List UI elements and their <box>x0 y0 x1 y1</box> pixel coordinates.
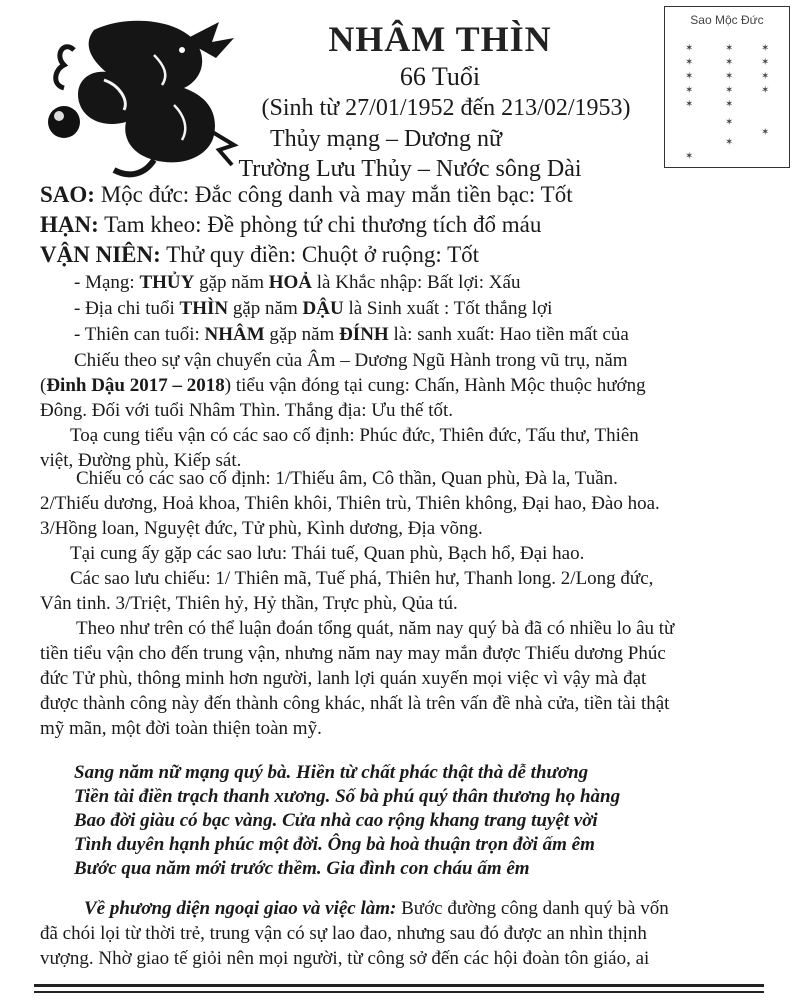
thiencan-age: NHÂM <box>204 324 265 345</box>
svg-text:✶: ✶ <box>725 43 734 54</box>
body-line: Toạ cung tiểu vận có các sao cố định: Phúc đức, Thiên đức, Tấu thư, Thiên <box>70 425 639 446</box>
star-chart-box <box>664 6 790 168</box>
bottom-rule-thin <box>34 991 764 993</box>
verse-line: Bao đời giàu có bạc vàng. Cửa nhà cao rộng khang trang tuyệt vời <box>74 810 598 831</box>
svg-text:✶: ✶ <box>725 57 734 68</box>
thiencan-post: là: sanh xuất: Hao tiền mất của <box>388 324 629 345</box>
svg-text:✶: ✶ <box>685 43 694 54</box>
svg-text:✶: ✶ <box>761 43 770 54</box>
diachi-year: DẬU <box>302 298 344 319</box>
mang-year-element: HOẢ <box>268 272 313 293</box>
svg-text:✶: ✶ <box>685 57 694 68</box>
svg-text:✶: ✶ <box>685 85 694 96</box>
diachi-mid: gặp năm <box>228 298 303 319</box>
body-line <box>40 375 760 397</box>
page-title: NHÂM THÌN <box>328 19 552 59</box>
svg-text:✶: ✶ <box>761 85 770 96</box>
element-name: Trường Lưu Thủy – Nước sông Dài <box>238 156 582 182</box>
body-line: Theo như trên có thể luận đoán tổng quát, năm nay quý bà đã có nhiều lo âu từ <box>76 618 675 639</box>
birth-range: (Sinh từ 27/01/1952 đến 213/02/1953) <box>261 95 631 121</box>
element-gender: Thủy mạng – Dương nữ <box>269 126 503 152</box>
diachi-age: THÌN <box>179 298 229 319</box>
career-line-rest: Bước đường công danh quý bà vốn <box>396 898 669 919</box>
diachi-pre: - Địa chi tuổi <box>74 298 180 319</box>
body-line: 3/Hồng loan, Nguyệt đức, Tử phù, Kình dương, Địa võng. <box>40 518 483 539</box>
svg-text:✶: ✶ <box>725 137 734 148</box>
career-line <box>84 898 760 920</box>
svg-text:✶: ✶ <box>685 71 694 82</box>
verse-line: Tiền tài điền trạch thanh xương. Số bà phú quý thân thương họ hàng <box>74 786 621 807</box>
body-line: Chiếu có các sao cố định: 1/Thiếu âm, Cô thần, Quan phù, Đà la, Tuần. <box>76 468 618 489</box>
body-line: Đông. Đối với tuổi Nhâm Thìn. Thắng địa: Ưu thế tốt. <box>40 400 454 421</box>
year-span: Đinh Dậu 2017 – 2018 <box>46 375 225 396</box>
han-label: HẠN: <box>40 212 99 237</box>
career-heading: Về phương diện ngoại giao và việc làm: <box>84 898 397 919</box>
star-chart-glyphs <box>665 7 789 167</box>
body-line: 2/Thiếu dương, Hoả khoa, Thiên khôi, Thiên trù, Thiên không, Đại hao, Đào hoa. <box>40 493 660 514</box>
svg-text:✶: ✶ <box>685 151 694 162</box>
sao-text: Mộc đức: Đắc công danh và may mắn tiền bạc: Tốt <box>94 182 573 207</box>
body-line: Vân tinh. 3/Triệt, Thiên hỷ, Hỷ thần, Trực phù, Qủa tú. <box>40 593 458 614</box>
vannien-label: VẬN NIÊN: <box>40 242 161 267</box>
dragon-illustration <box>34 10 244 180</box>
star-chart-title: Sao Mộc Đức <box>690 13 764 27</box>
svg-text:✶: ✶ <box>761 57 770 68</box>
body-line: Chiếu theo sự vận chuyển của Âm – Dương Ngũ Hành trong vũ trụ, năm <box>74 350 628 371</box>
bottom-rule <box>34 984 764 987</box>
sao-label: SAO: <box>40 182 95 207</box>
svg-text:✶: ✶ <box>725 99 734 110</box>
body-line: việt, Đường phù, Kiếp sát. <box>40 450 242 471</box>
thiencan-mid: gặp năm <box>264 324 340 345</box>
verse-line: Bước qua năm mới trước thềm. Gia đình con cháu ấm êm <box>74 858 530 879</box>
vannien-text: Thử quy điền: Chuột ở ruộng: Tốt <box>160 242 480 267</box>
thiencan-year: ĐÍNH <box>339 324 389 345</box>
svg-text:✶: ✶ <box>761 71 770 82</box>
diachi-line <box>74 298 760 320</box>
paren-open: ( <box>40 375 47 396</box>
han-line <box>40 212 760 238</box>
svg-text:✶: ✶ <box>761 127 770 138</box>
mang-pre: - Mạng: <box>74 272 140 293</box>
mang-line <box>74 272 760 294</box>
thiencan-line <box>74 324 760 346</box>
svg-text:✶: ✶ <box>685 99 694 110</box>
vannien-line <box>40 242 760 268</box>
career-line: đã chói lọi từ thời trẻ, trung vận có sự lao đao, nhưng sau đó được an nhìn thịnh <box>40 923 647 944</box>
body-line: đức Tử phù, thông minh hơn người, lanh lợi quán xuyến mọi việc vì vậy mà đạt <box>40 668 647 689</box>
han-text: Tam kheo: Đề phòng tứ chi thương tích đổ máu <box>98 212 542 237</box>
mang-element: THỦY <box>139 272 195 293</box>
career-line: vượng. Nhờ giao tế giỏi nên mọi người, từ công sở đến các hội đoàn tôn giáo, ai <box>40 948 650 969</box>
mang-mid: gặp năm <box>194 272 269 293</box>
mang-post: là Khắc nhập: Bất lợi: Xấu <box>312 272 521 293</box>
verse-line: Sang năm nữ mạng quý bà. Hiền từ chất phác thật thà dễ thương <box>74 762 589 783</box>
age-label: 66 Tuổi <box>399 62 481 91</box>
body-line: Các sao lưu chiếu: 1/ Thiên mã, Tuế phá, Thiên hư, Thanh long. 2/Long đức, <box>70 568 654 589</box>
thiencan-pre: - Thiên can tuổi: <box>74 324 205 345</box>
svg-text:✶: ✶ <box>725 71 734 82</box>
body-line: Tại cung ấy gặp các sao lưu: Thái tuế, Quan phù, Bạch hổ, Đại hao. <box>70 543 585 564</box>
body-line-rest: ) tiểu vận đóng tại cung: Chấn, Hành Mộc thuộc hướng <box>224 375 646 396</box>
svg-text:✶: ✶ <box>725 85 734 96</box>
verse-line: Tình duyên hạnh phúc một đời. Ông bà hoà thuận trọn đời ấm êm <box>74 834 595 855</box>
diachi-post: là Sinh xuất : Tốt thắng lợi <box>343 298 553 319</box>
body-line: được thành công này đến thành công khác, nhất là trên vấn đề nhà cửa, tiền tài thật <box>40 693 670 714</box>
sao-line <box>40 182 760 208</box>
body-line: tiền tiểu vận cho đến trung vận, nhưng năm nay may mắn được Thiếu dương Phúc <box>40 643 666 664</box>
svg-text:✶: ✶ <box>725 117 734 128</box>
body-line: mỹ mãn, một đời toàn thiện toàn mỹ. <box>40 718 322 739</box>
